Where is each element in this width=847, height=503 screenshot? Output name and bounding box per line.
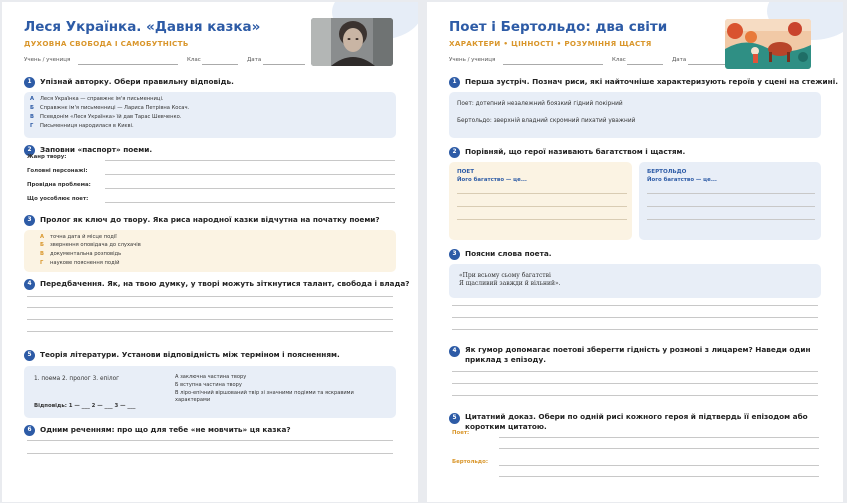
question-number-2: 2 [24, 145, 35, 156]
answer-line[interactable] [452, 305, 818, 306]
question-number-1: 1 [449, 77, 460, 88]
question-2-text: Заповни «паспорт» поеми. [40, 145, 153, 154]
poet-column-head: ПОЕТ [457, 169, 475, 175]
answer-line[interactable] [27, 296, 393, 297]
answer-line[interactable] [27, 453, 393, 454]
date-label: Дата [247, 57, 262, 63]
question-1-text: Перша зустріч. Познач риси, які найточніше характеризують героїв у сцені на стежині. [465, 77, 838, 86]
q1-option-v[interactable]: В Псевдонім «Леся Українка» їй дав Тарас Шевченко. [30, 114, 182, 120]
q5-answer-row[interactable]: Відповідь: 1 — ___ 2 — ___ 3 — ___ [34, 403, 136, 409]
q1-traits-box [449, 92, 821, 138]
page-title: Леся Українка. «Давня казка» [24, 19, 261, 35]
question-6-text: Одним реченням: про що для тебе «не мовчить» ця казка? [40, 425, 291, 434]
question-4-text: Передбачення. Як, на твою думку, у творі можуть зіткнутися талант, свобода і влада? [40, 279, 410, 288]
date-label: Дата [672, 57, 687, 63]
answer-line[interactable] [27, 440, 393, 441]
q5-definition-a: А заключна частина твору [175, 374, 247, 380]
answer-line[interactable] [457, 193, 627, 194]
answer-line[interactable] [452, 329, 818, 330]
class-label: Клас [187, 57, 201, 63]
answer-line[interactable] [499, 465, 819, 466]
answer-line[interactable] [452, 317, 818, 318]
answer-line[interactable] [105, 202, 395, 203]
question-number-3: 3 [449, 249, 460, 260]
answer-line[interactable] [647, 193, 815, 194]
question-5-text: Теорія літератури. Установи відповідність між терміном і поясненням. [40, 350, 340, 359]
q1-option-a[interactable]: А Леся Українка — справжнє ім'я письменниці. [30, 96, 164, 102]
passport-characters-label: Головні персонажі: [27, 168, 88, 174]
q5-definition-v-cont: характерами [175, 397, 211, 403]
student-line [503, 64, 603, 65]
passport-poet-label: Що уособлює поет: [27, 196, 89, 202]
bertoldo-column-sub: Його багатство — це... [647, 177, 717, 183]
answer-line[interactable] [647, 206, 815, 207]
class-label: Клас [612, 57, 626, 63]
answer-line[interactable] [27, 319, 393, 320]
answer-line[interactable] [452, 371, 818, 372]
answer-line[interactable] [105, 174, 395, 175]
bertoldo-column-head: БЕРТОЛЬДО [647, 169, 687, 175]
question-number-1: 1 [24, 77, 35, 88]
poet-quote-line-2: Я щасливий завжди й вільний». [459, 280, 561, 287]
page-subtitle: ДУХОВНА СВОБОДА І САМОБУТНІСТЬ [24, 39, 189, 48]
q5-definition-v: В ліро-епічний віршований твір зі значними подіями та яскравими [175, 390, 354, 396]
question-number-5: 5 [449, 413, 460, 424]
question-number-2: 2 [449, 147, 460, 158]
answer-line[interactable] [457, 206, 627, 207]
page-subtitle: ХАРАКТЕРИ • ЦІННОСТІ • РОЗУМІННЯ ЩАСТЯ [449, 39, 652, 48]
worksheet-page-1 [2, 2, 418, 502]
page-title: Поет і Бертольдо: два світи [449, 19, 668, 35]
date-line [263, 64, 305, 65]
student-line [78, 64, 178, 65]
q3-option-a[interactable]: А точна дата й місце події [40, 234, 117, 240]
passport-genre-label: Жанр твору: [27, 154, 67, 160]
student-label: Учень / учениця [449, 57, 496, 63]
q1-option-b[interactable]: Б Справжнє ім'я письменниці — Лариса Петрівна Косач. [30, 105, 190, 111]
poet-quote-line-1: «При всьому сьому багатстві [459, 272, 551, 279]
answer-line[interactable] [647, 219, 815, 220]
question-number-4: 4 [449, 346, 460, 357]
worksheet-page-2 [427, 2, 843, 502]
answer-line[interactable] [452, 395, 818, 396]
question-3-text: Поясни слова поета. [465, 249, 552, 258]
question-number-5: 5 [24, 350, 35, 361]
question-4-text: Як гумор допомагає поетові зберегти гідність у розмові з лицарем? Наведи один приклад з епізоду. [465, 345, 811, 364]
answer-line[interactable] [27, 307, 393, 308]
q5-terms: 1. поема 2. пролог 3. епілог [34, 376, 120, 382]
illustration-image [725, 19, 811, 69]
answer-line[interactable] [27, 331, 393, 332]
class-line [202, 64, 238, 65]
q1-option-g[interactable]: Г Письменниця народилася в Києві. [30, 123, 134, 129]
poet-evidence-label: Поет: [452, 430, 470, 436]
bertoldo-evidence-label: Бертольдо: [452, 459, 489, 465]
passport-problem-label: Провідна проблема: [27, 182, 91, 188]
q3-option-b[interactable]: Б звернення оповідача до слухачів [40, 242, 141, 248]
q3-option-v[interactable]: В документальна розповідь [40, 251, 122, 257]
answer-line[interactable] [499, 476, 819, 477]
q3-option-g[interactable]: Г наукове пояснення подій [40, 260, 120, 266]
poet-column-sub: Його багатство — це... [457, 177, 527, 183]
q5-definition-b: Б вступна частина твору [175, 382, 242, 388]
class-line [627, 64, 663, 65]
bertoldo-traits[interactable]: Бертольдо: зверхній владний скромний пихатий уважний [457, 118, 636, 124]
question-1-text: Упізнай авторку. Обери правильну відповідь. [40, 77, 234, 86]
question-number-3: 3 [24, 215, 35, 226]
answer-line[interactable] [452, 383, 818, 384]
student-label: Учень / учениця [24, 57, 71, 63]
question-number-6: 6 [24, 425, 35, 436]
author-portrait [311, 18, 393, 66]
question-2-text: Порівняй, що герої називають багатством і щастям. [465, 147, 686, 156]
question-number-4: 4 [24, 279, 35, 290]
answer-line[interactable] [457, 219, 627, 220]
question-5-text: Цитатний доказ. Обери по одній рисі кожного героя й підтвердь її епізодом або коротким цитатою. [465, 412, 808, 431]
poet-wealth-box [449, 162, 632, 240]
answer-line[interactable] [105, 188, 395, 189]
question-3-text: Пролог як ключ до твору. Яка риса народної казки відчутна на початку поеми? [40, 215, 380, 224]
date-line [688, 64, 730, 65]
answer-line[interactable] [499, 437, 819, 438]
poet-traits[interactable]: Поет: дотепний незалежний боязкий гідний покірний [457, 101, 623, 107]
answer-line[interactable] [105, 160, 395, 161]
answer-line[interactable] [499, 448, 819, 449]
